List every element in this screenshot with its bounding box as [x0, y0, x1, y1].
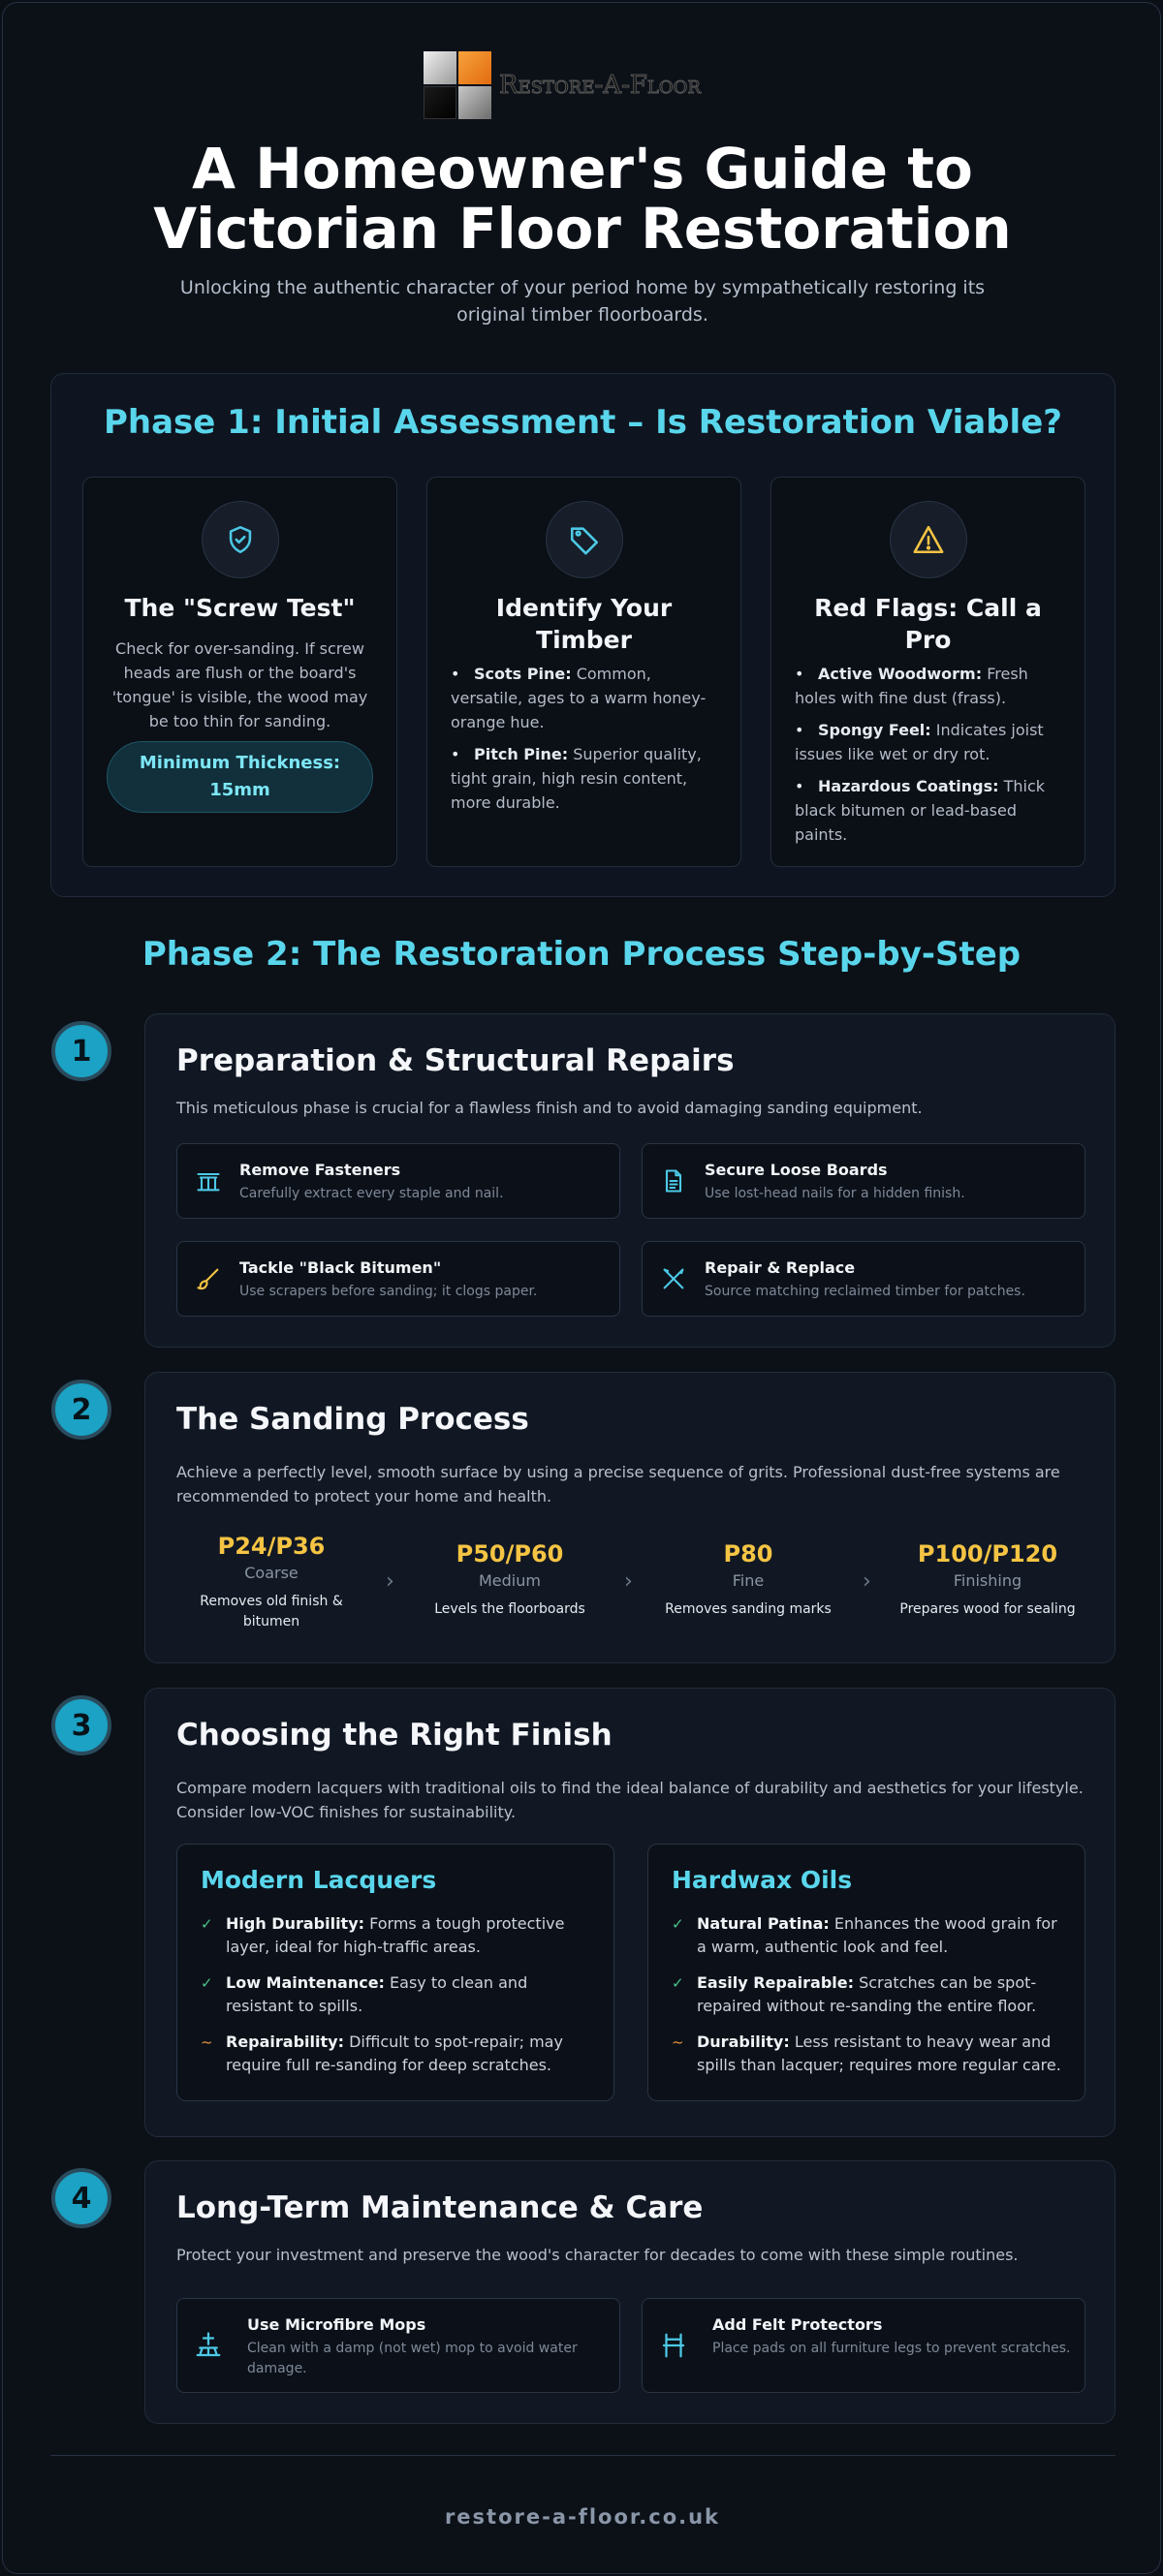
finish-list: [672, 1912, 1065, 2090]
list-item: ✓ Easily Repairable: Scratches can be spot-repaired without re-sanding the entire floor.: [672, 1973, 1037, 2015]
tip-title: Add Felt Protectors: [712, 2315, 883, 2334]
chevron-right-icon: ›: [624, 1569, 633, 1594]
finish-title: Modern Lacquers: [201, 1866, 437, 1894]
task-title: Remove Fasteners: [239, 1161, 401, 1179]
card-text: Check for over-sanding. If screw heads are flush or the board's 'tongue' is visible, the wood may be too thin for sanding.: [111, 639, 368, 730]
card-title: Red Flags: Call a Pro: [814, 594, 1042, 654]
list-item: • Active Woodworm: Fresh holes with fine dust (frass).: [795, 665, 1028, 707]
list-item: • Pitch Pine: Superior quality, tight grain, high resin content, more durable.: [451, 745, 702, 812]
task-repair-replace: [642, 1241, 1085, 1317]
list-item: ✓ High Durability: Forms a tough protective layer, ideal for high-traffic areas.: [201, 1914, 565, 1956]
phase-2-title: Phase 2: The Restoration Process Step-by-Step: [141, 935, 1022, 974]
mop-icon: [193, 2330, 224, 2361]
tip-felt-protectors: [642, 2298, 1085, 2393]
task-remove-fasteners: [176, 1143, 620, 1219]
timber-list: [451, 662, 723, 822]
grit-code: P50/P60: [456, 1540, 564, 1567]
task-tackle-bitumen: [176, 1241, 620, 1317]
check-icon: ✓: [201, 1915, 213, 1933]
list-item: • Hazardous Coatings: Thick black bitumen or lead-based paints.: [795, 777, 1046, 844]
page-title: [3, 136, 1161, 262]
step-title: Long-Term Maintenance & Care: [176, 2190, 704, 2225]
minimum-thickness-pill: Minimum Thickness: 15mm: [107, 741, 373, 813]
step-title: The Sanding Process: [176, 1402, 529, 1437]
chevron-right-icon: ›: [863, 1569, 871, 1594]
step-title: Preparation & Structural Repairs: [176, 1043, 735, 1078]
logo-mark-icon: [424, 51, 491, 119]
footer-divider: [50, 2455, 1116, 2456]
page-subtitle: Unlocking the authentic character of your period home by sympathetically restoring its original timber floorboards.: [179, 277, 986, 326]
grit-type: Coarse: [244, 1564, 299, 1582]
red-flags-card: [770, 477, 1085, 867]
step-4-card: [144, 2160, 1116, 2424]
task-title: Tackle "Black Bitumen": [239, 1258, 442, 1277]
tip-title: Use Microfibre Mops: [247, 2315, 426, 2334]
grit-code: P100/P120: [917, 1540, 1058, 1567]
step-3-card: [144, 1688, 1116, 2137]
grit-code: P80: [723, 1540, 773, 1567]
check-icon: ✓: [672, 1974, 684, 1992]
tip-microfibre-mops: [176, 2298, 620, 2393]
grit-coarse: [176, 1532, 366, 1632]
task-subtitle: Use scrapers before sanding; it clogs paper.: [239, 1284, 538, 1299]
step-2-card: [144, 1372, 1116, 1663]
tip-subtitle: Place pads on all furniture legs to prevent scratches.: [712, 2341, 1071, 2356]
phase-1-section: [50, 373, 1116, 897]
grit-description: Levels the floorboards: [434, 1601, 585, 1617]
tilde-icon: ~: [672, 2033, 684, 2051]
task-secure-loose-boards: [642, 1143, 1085, 1219]
red-flags-list: [795, 662, 1067, 854]
remove-fasteners-icon: [193, 1165, 224, 1196]
grit-type: Finishing: [953, 1571, 1022, 1590]
list-item: ✓ Low Maintenance: Easy to clean and resistant to spills.: [201, 1973, 528, 2015]
grit-description: Removes old finish & bitumen: [200, 1594, 343, 1629]
document-icon: [658, 1165, 689, 1196]
tilde-icon: ~: [201, 2033, 213, 2051]
grit-description: Removes sanding marks: [665, 1601, 832, 1617]
finish-title: Hardwax Oils: [672, 1866, 853, 1894]
infographic-page: [2, 2, 1161, 2574]
step-description: This meticulous phase is crucial for a flawless finish and to avoid damaging sanding equipment.: [176, 1099, 923, 1117]
brand-logo[interactable]: [424, 51, 701, 119]
screw-test-card: [82, 477, 397, 867]
step-description: Protect your investment and preserve the wood's character for decades to come with these simple routines.: [176, 2246, 1019, 2264]
task-title: Secure Loose Boards: [705, 1161, 888, 1179]
grit-medium: [415, 1539, 605, 1620]
grit-code: P24/P36: [217, 1533, 326, 1560]
step-description: Achieve a perfectly level, smooth surface by using a precise sequence of grits. Professional dust-free systems are recommended to protect your home and health.: [176, 1463, 1060, 1505]
footer-url-link[interactable]: restore-a-floor.co.uk: [444, 2505, 721, 2529]
task-title: Repair & Replace: [705, 1258, 856, 1277]
list-item: • Scots Pine: Common, versatile, ages to a warm honey-orange hue.: [451, 665, 707, 731]
step-1-card: [144, 1013, 1116, 1348]
chevron-right-icon: ›: [386, 1569, 394, 1594]
modern-lacquers-card: [176, 1844, 614, 2101]
grit-finishing: [888, 1539, 1087, 1620]
list-item: ~ Durability: Less resistant to heavy wear and spills than lacquer; requires more regular care.: [672, 2033, 1061, 2074]
step-description: Compare modern lacquers with traditional oils to find the ideal balance of durability and aesthetics for your lifestyle. Consider low-VOC finishes for sustainability.: [176, 1779, 1084, 1821]
card-title: Identify Your Timber: [495, 594, 673, 654]
tools-icon: [658, 1263, 689, 1294]
card-title: The "Screw Test": [124, 594, 356, 622]
check-icon: ✓: [672, 1915, 684, 1933]
chair-icon: [658, 2330, 689, 2361]
step-number-2: 2: [51, 1380, 111, 1440]
task-subtitle: Use lost-head nails for a hidden finish.: [705, 1186, 965, 1201]
phase-1-title: Phase 1: Initial Assessment – Is Restoration Viable?: [103, 403, 1062, 442]
task-subtitle: Source matching reclaimed timber for patches.: [705, 1284, 1025, 1299]
grit-type: Medium: [479, 1571, 541, 1590]
hardwax-oils-card: [647, 1844, 1085, 2101]
title-line-2: Victorian Floor Restoration: [153, 196, 1012, 262]
check-icon: ✓: [201, 1974, 213, 1992]
shield-check-icon: [202, 501, 279, 578]
list-item: ✓ Natural Patina: Enhances the wood grain for a warm, authentic look and feel.: [672, 1914, 1057, 1956]
finish-list: [201, 1912, 594, 2090]
grit-type: Fine: [732, 1571, 765, 1590]
logo-text: Restore-A-Floor: [499, 71, 701, 100]
list-item: • Spongy Feel: Indicates joist issues like wet or dry rot.: [795, 721, 1044, 763]
step-number-4: 4: [51, 2168, 111, 2228]
identify-timber-card: [426, 477, 741, 867]
title-line-1: A Homeowner's Guide to: [192, 136, 973, 202]
warning-icon: [890, 501, 967, 578]
grit-description: Prepares wood for sealing: [899, 1601, 1076, 1617]
step-number-3: 3: [51, 1695, 111, 1755]
list-item: ~ Repairability: Difficult to spot-repair; may require full re-sanding for deep scratches.: [201, 2033, 563, 2074]
tag-icon: [546, 501, 623, 578]
scraper-icon: [193, 1263, 224, 1294]
step-number-1: 1: [51, 1021, 111, 1081]
grit-fine: [653, 1539, 843, 1620]
step-title: Choosing the Right Finish: [176, 1718, 613, 1753]
tip-subtitle: Clean with a damp (not wet) mop to avoid water damage.: [247, 2341, 578, 2376]
task-subtitle: Carefully extract every staple and nail.: [239, 1186, 504, 1201]
